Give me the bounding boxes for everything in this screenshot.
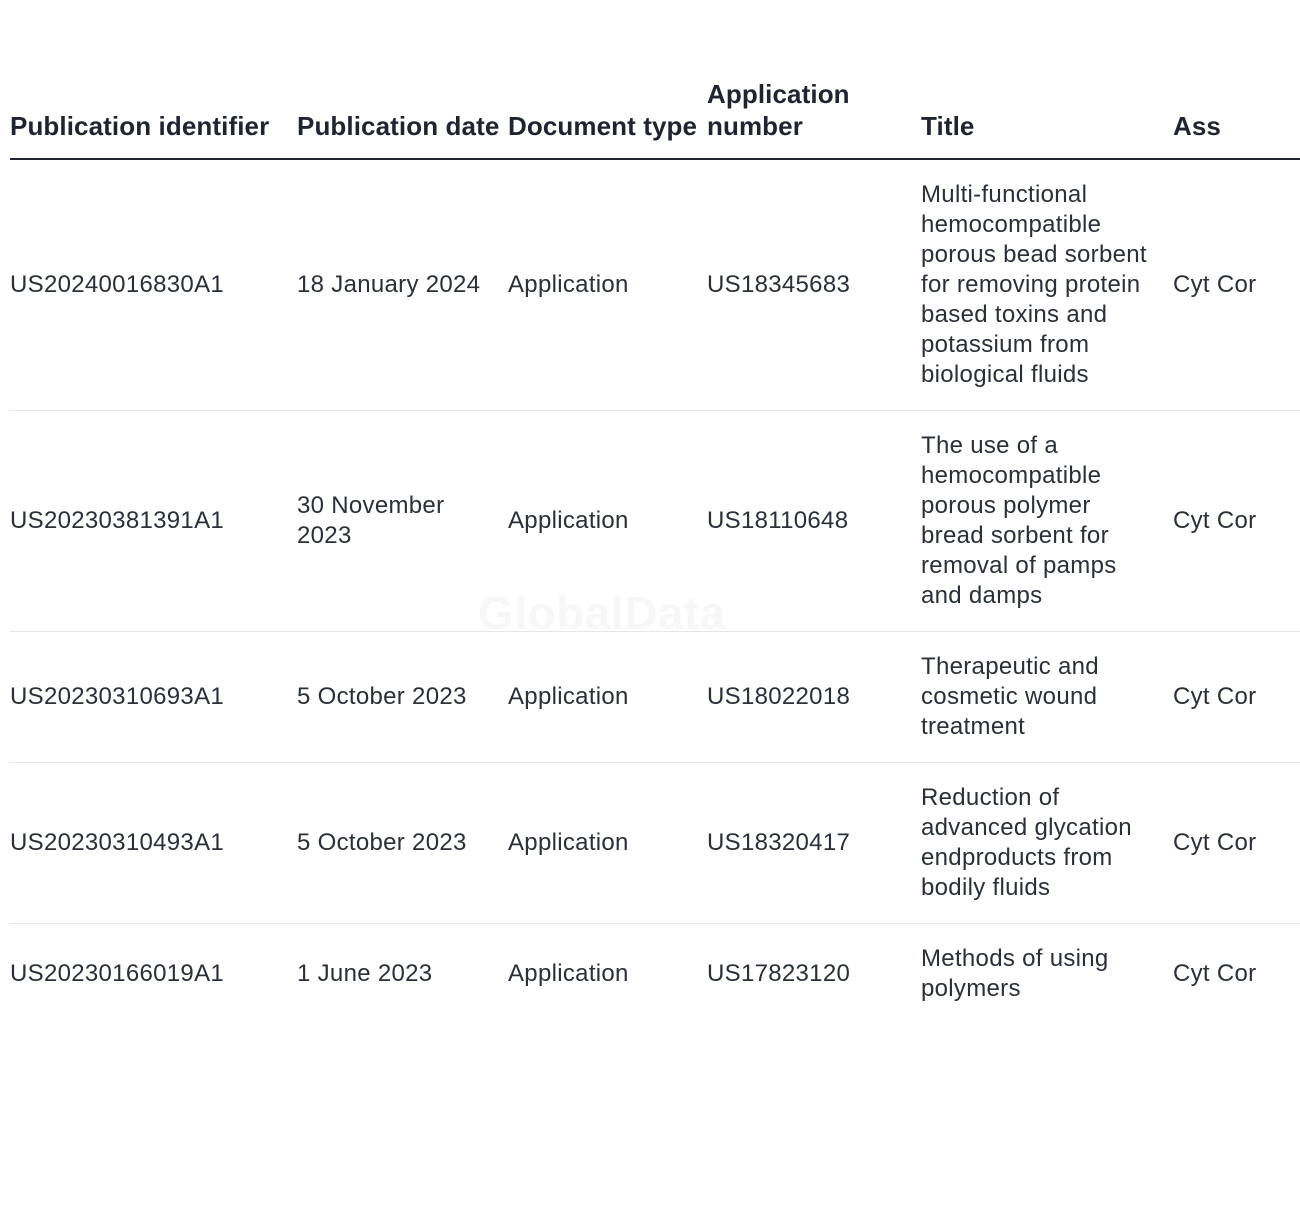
cell-publication-identifier: US20230166019A1: [10, 960, 225, 987]
header-title: Title: [921, 78, 1173, 159]
cell-assignee: Cyt Cor: [1173, 159, 1300, 411]
cell-publication-identifier: US20230310693A1: [10, 632, 297, 763]
cell-title: The use of a hemocompatible porous polymer bread sorbent for removal of pamps and damps: [921, 411, 1173, 632]
cell-title: Multi-functional hemocompatible porous bead sorbent for removing protein based toxins and potassium from biological fluids: [921, 159, 1173, 411]
cell-application-number: US18022018: [707, 632, 921, 763]
cell-title: Methods of using polymers: [921, 945, 1109, 1002]
cell-document-type: Application: [508, 960, 629, 987]
table-row: [10, 159, 1300, 411]
cell-application-number: US18345683: [707, 159, 921, 411]
cell-assignee: Cyt Cor: [1173, 960, 1257, 987]
header-document-type: Document type: [508, 78, 707, 159]
table-row: [10, 411, 1300, 632]
header-publication-identifier: Publication identifier: [10, 78, 297, 159]
cell-publication-date: 30 November 2023: [297, 411, 508, 632]
table-row: [10, 924, 1300, 1025]
header-application-number: Application number: [707, 78, 921, 159]
cell-publication-identifier: US20230381391A1: [10, 411, 297, 632]
cell-document-type: Application: [508, 159, 707, 411]
cell-publication-identifier: US20230310493A1: [10, 763, 297, 924]
header-publication-date: Publication date: [297, 78, 508, 159]
cell-assignee: Cyt Cor: [1173, 411, 1300, 632]
table-row: [10, 763, 1300, 924]
cell-application-number: US18320417: [707, 763, 921, 924]
cell-title: Therapeutic and cosmetic wound treatment: [921, 632, 1173, 763]
patent-table: [10, 78, 1300, 1024]
cell-application-number: US18110648: [707, 411, 921, 632]
cell-document-type: Application: [508, 632, 707, 763]
table-row: [10, 632, 1300, 763]
cell-publication-date: 5 October 2023: [297, 763, 508, 924]
cell-assignee: Cyt Cor: [1173, 632, 1300, 763]
cell-publication-date: 18 January 2024: [297, 159, 508, 411]
patent-table-container: [10, 78, 1257, 1024]
cell-publication-date: 1 June 2023: [297, 960, 433, 987]
header-assignee: Ass: [1173, 78, 1300, 159]
cell-application-number: US17823120: [707, 960, 851, 987]
cell-assignee: Cyt Cor: [1173, 763, 1300, 924]
cell-title: Reduction of advanced glycation endproducts from bodily fluids: [921, 763, 1173, 924]
cell-document-type: Application: [508, 763, 707, 924]
cell-document-type: Application: [508, 411, 707, 632]
cell-publication-identifier: US20240016830A1: [10, 159, 297, 411]
cell-publication-date: 5 October 2023: [297, 632, 508, 763]
table-header-row: [10, 78, 1300, 159]
